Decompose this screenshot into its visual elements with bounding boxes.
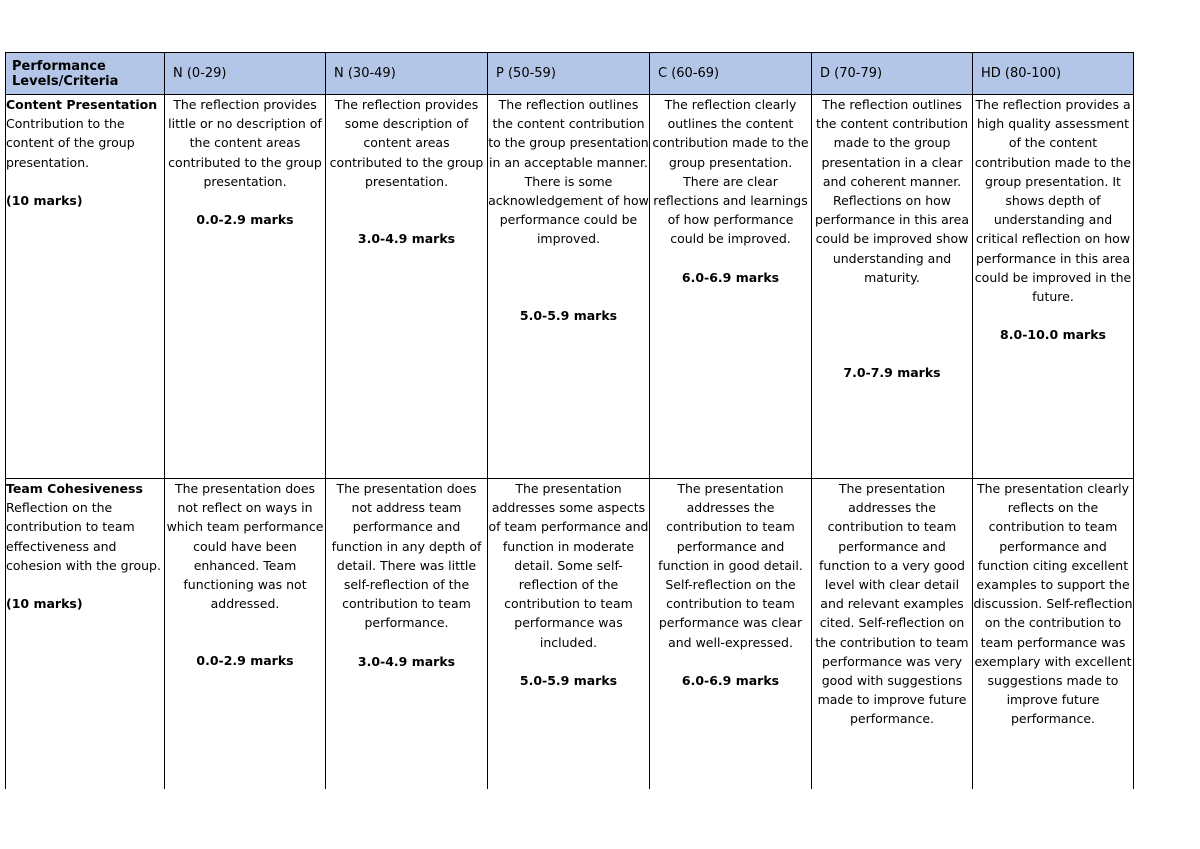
table-row: [6, 95, 1134, 479]
criterion-marks: (10 marks): [6, 192, 83, 208]
cell-text: The presentation does not reflect on ways in which team performance could have been enhanced. Team functioning was not addressed.: [166, 481, 324, 612]
level-header: N (0-29): [165, 53, 326, 95]
rubric-cell: [973, 479, 1134, 790]
criterion-title: Content Presentation: [6, 97, 158, 112]
criterion-marks: (10 marks): [6, 596, 83, 612]
rubric-cell: [650, 479, 812, 790]
rubric-cell: [165, 479, 326, 790]
criteria-header: Performance Levels/Criteria: [6, 53, 165, 95]
criterion-cell: [6, 95, 165, 479]
cell-text: The presentation addresses the contribution to team performance and function in good detail. Self-reflection on the contribution to team performance was clear and well-expressed.: [658, 481, 803, 650]
rubric-cell: [488, 95, 650, 479]
rubric-cell: [165, 95, 326, 479]
rubric-table: [5, 52, 1134, 789]
cell-text: The presentation addresses the contribution to team performance and function to a very good level with clear detail and relevant examples cited. Self-reflection on the contribution to team performance was very good with suggestions made to improve future performance.: [815, 481, 969, 727]
level-header: P (50-59): [488, 53, 650, 95]
rubric-cell: [488, 479, 650, 790]
rubric-cell: [973, 95, 1134, 479]
cell-text: The reflection outlines the content contribution to the group presentation in an acceptable manner. There is some acknowledgement of how performance could be improved.: [488, 97, 649, 247]
cell-marks: 6.0-6.9 marks: [681, 269, 780, 285]
cell-marks: 7.0-7.9 marks: [843, 365, 941, 381]
level-header: C (60-69): [650, 53, 812, 95]
cell-marks: 6.0-6.9 marks: [681, 672, 780, 688]
cell-text: The reflection outlines the content contribution made to the group presentation in a clear and coherent manner. Reflections on how performance in this area could be improved show understanding and maturity.: [814, 97, 970, 285]
cell-text: The reflection provides some description of content areas contributed to the group presentation.: [329, 97, 484, 189]
cell-text: The presentation clearly reflects on the contribution to team performance and function citing excellent examples to support the discussion. Self-reflection on the contribution to team performance was exemplary with excellent suggestions made to improve future performance.: [973, 481, 1133, 727]
cell-marks: 5.0-5.9 marks: [519, 307, 618, 323]
rubric-cell: [326, 95, 488, 479]
rubric-cell: [812, 479, 973, 790]
level-header: D (70-79): [812, 53, 973, 95]
cell-marks: 3.0-4.9 marks: [357, 653, 456, 669]
header-row: [6, 53, 1134, 95]
level-header: HD (80-100): [973, 53, 1134, 95]
rubric-cell: [326, 479, 488, 790]
cell-text: The reflection provides little or no description of the content areas contributed to the group presentation.: [168, 97, 322, 189]
rubric-cell: [812, 95, 973, 479]
cell-text: The reflection provides a high quality assessment of the content contribution made to the group presentation. It shows depth of understanding and critical reflection on how performance in this area could be improved in the future.: [974, 97, 1132, 305]
criterion-title: Team Cohesiveness: [6, 481, 143, 496]
criterion-description: Contribution to the content of the group presentation.: [6, 116, 135, 170]
criterion-description: Reflection on the contribution to team effectiveness and cohesion with the group.: [6, 500, 161, 573]
cell-marks: 0.0-2.9 marks: [196, 653, 294, 669]
cell-marks: 0.0-2.9 marks: [196, 212, 294, 228]
cell-text: The presentation does not address team performance and function in any depth of detail. There was little self-reflection of the contribution to team performance.: [331, 481, 482, 631]
table-row: [6, 479, 1134, 790]
cell-marks: 8.0-10.0 marks: [1000, 327, 1106, 343]
cell-text: The presentation addresses some aspects of team performance and function in moderate detail. Some self-reflection of the contribution to team performance was included.: [488, 481, 649, 650]
rubric-cell: [650, 95, 812, 479]
cell-marks: 5.0-5.9 marks: [519, 672, 618, 688]
cell-text: The reflection clearly outlines the content contribution made to the group presentation. There are clear reflections and learnings of how performance could be improved.: [652, 97, 809, 247]
cell-marks: 3.0-4.9 marks: [357, 231, 456, 247]
level-header: N (30-49): [326, 53, 488, 95]
criterion-cell: [6, 479, 165, 790]
